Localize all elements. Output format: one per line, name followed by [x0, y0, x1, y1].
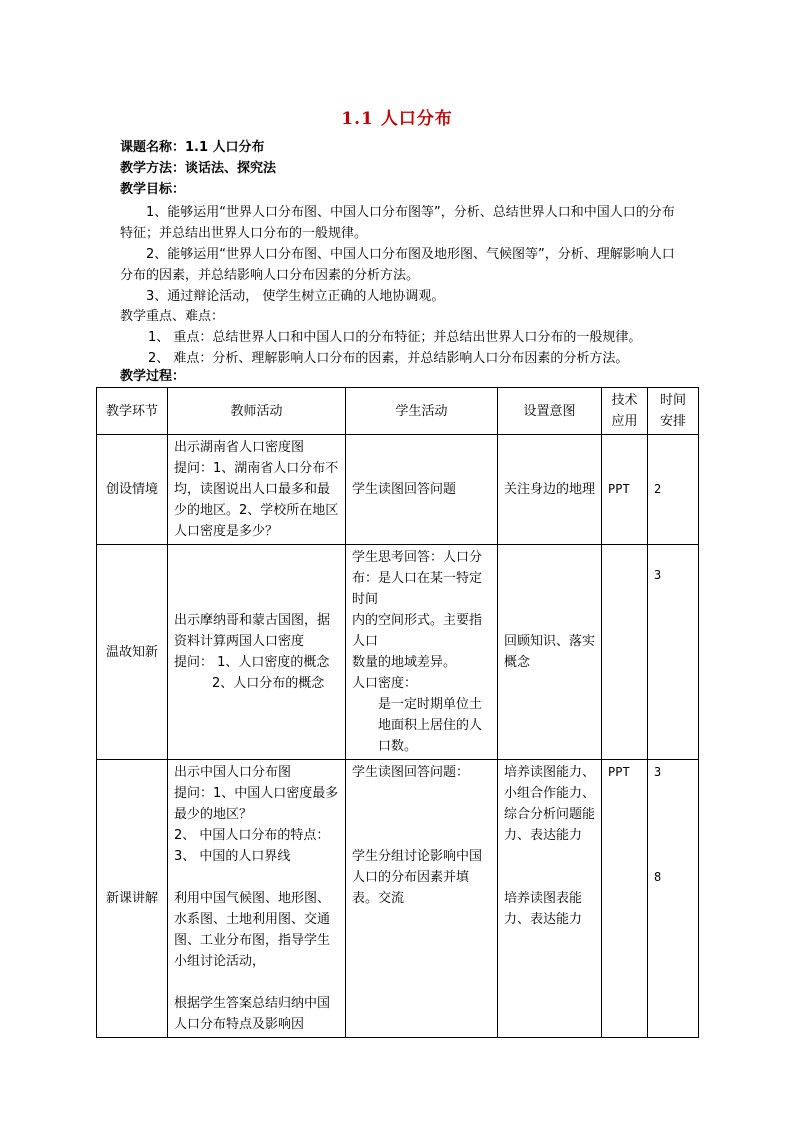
col-header-teacher: 教师活动: [168, 388, 346, 435]
time-cell: 2: [648, 435, 699, 545]
page-title: 1.1 人口分布: [341, 109, 453, 129]
intent-cell: 关注身边的地理: [498, 435, 602, 545]
col-header-tech: 技术应用: [602, 388, 648, 435]
student-cell: 学生读图回答问题: [346, 435, 498, 545]
time-cell: 3: [648, 545, 699, 760]
keypoint-1: 1、 重点：总结世界人口和中国人口的分布特征；并总结出世界人口分布的一般规律。: [148, 330, 642, 345]
col-header-stage: 教学环节: [97, 388, 168, 435]
goal-3: 3、通过辩论活动， 使学生树立正确的人地协调观。: [146, 289, 445, 304]
table-row: [97, 435, 699, 545]
tech-cell: [602, 545, 648, 760]
keypoints-label: 教学重点、难点：: [120, 309, 225, 324]
intent-cell: 培养读图能力、小组合作能力、综合分析问题能力、表达能力 培养读图表能力、表达能力: [498, 760, 602, 1038]
col-header-time: 时间安排: [648, 388, 699, 435]
table-row: [97, 760, 699, 1038]
intent-cell: 回顾知识、落实概念: [498, 545, 602, 760]
stage-cell: 创设情境: [97, 435, 168, 545]
process-label: 教学过程：: [120, 369, 186, 384]
stage-cell: 温故知新: [97, 545, 168, 760]
goals-label: 教学目标：: [120, 182, 186, 197]
stage-cell: 新课讲解: [97, 760, 168, 1038]
col-header-intent: 设置意图: [498, 388, 602, 435]
tech-cell: PPT: [602, 760, 648, 1038]
teacher-cell: 出示摩纳哥和蒙古国图，据资料计算两国人口密度 提问： 1、人口密度的概念 2、人口分布的概念: [168, 545, 346, 760]
time-cell: 3 8: [648, 760, 699, 1038]
table-row: [97, 545, 699, 760]
lesson-plan-table: [96, 387, 699, 1038]
topic-line: 课题名称：1.1 人口分布: [120, 140, 265, 155]
table-header-row: [97, 388, 699, 435]
goal-1: 1、能够运用“世界人口分布图、中国人口分布图等”，分析、总结世界人口和中国人口的分布特征；并总结出世界人口分布的一般规律。: [120, 205, 675, 241]
goal-2: 2、能够运用“世界人口分布图、中国人口分布图及地形图、气候图等”，分析、理解影响人口分布的因素，并总结影响人口分布因素的分析方法。: [120, 247, 675, 283]
tech-cell: PPT: [602, 435, 648, 545]
col-header-student: 学生活动: [346, 388, 498, 435]
teacher-cell: 出示中国人口分布图 提问：1、中国人口密度最多最少的地区？ 2、 中国人口分布的特点： 3、 中国的人口界线 利用中国气候图、地形图、水系图、土地利用图、交通图、工业分布图，指导学生小组讨论活动， 根据学生答案总结归纳中国人口分布特点及影响因: [168, 760, 346, 1038]
teacher-cell: 出示湖南省人口密度图 提问：1、湖南省人口分布不均，读图说出人口最多和最少的地区。2、学校所在地区人口密度是多少？: [168, 435, 346, 545]
student-cell: 学生读图回答问题： 学生分组讨论影响中国人口的分布因素并填表。交流: [346, 760, 498, 1038]
student-cell: 学生思考回答：人口分布：是人口在某一特定时间 内的空间形式。主要指人口 数量的地域差异。 人口密度： 是一定时期单位土地面积上居住的人口数。: [346, 545, 498, 760]
keypoint-2: 2、 难点：分析、理解影响人口分布的因素，并总结影响人口分布因素的分析方法。: [148, 351, 629, 366]
method-line: 教学方法：谈话法、探究法: [120, 161, 277, 176]
